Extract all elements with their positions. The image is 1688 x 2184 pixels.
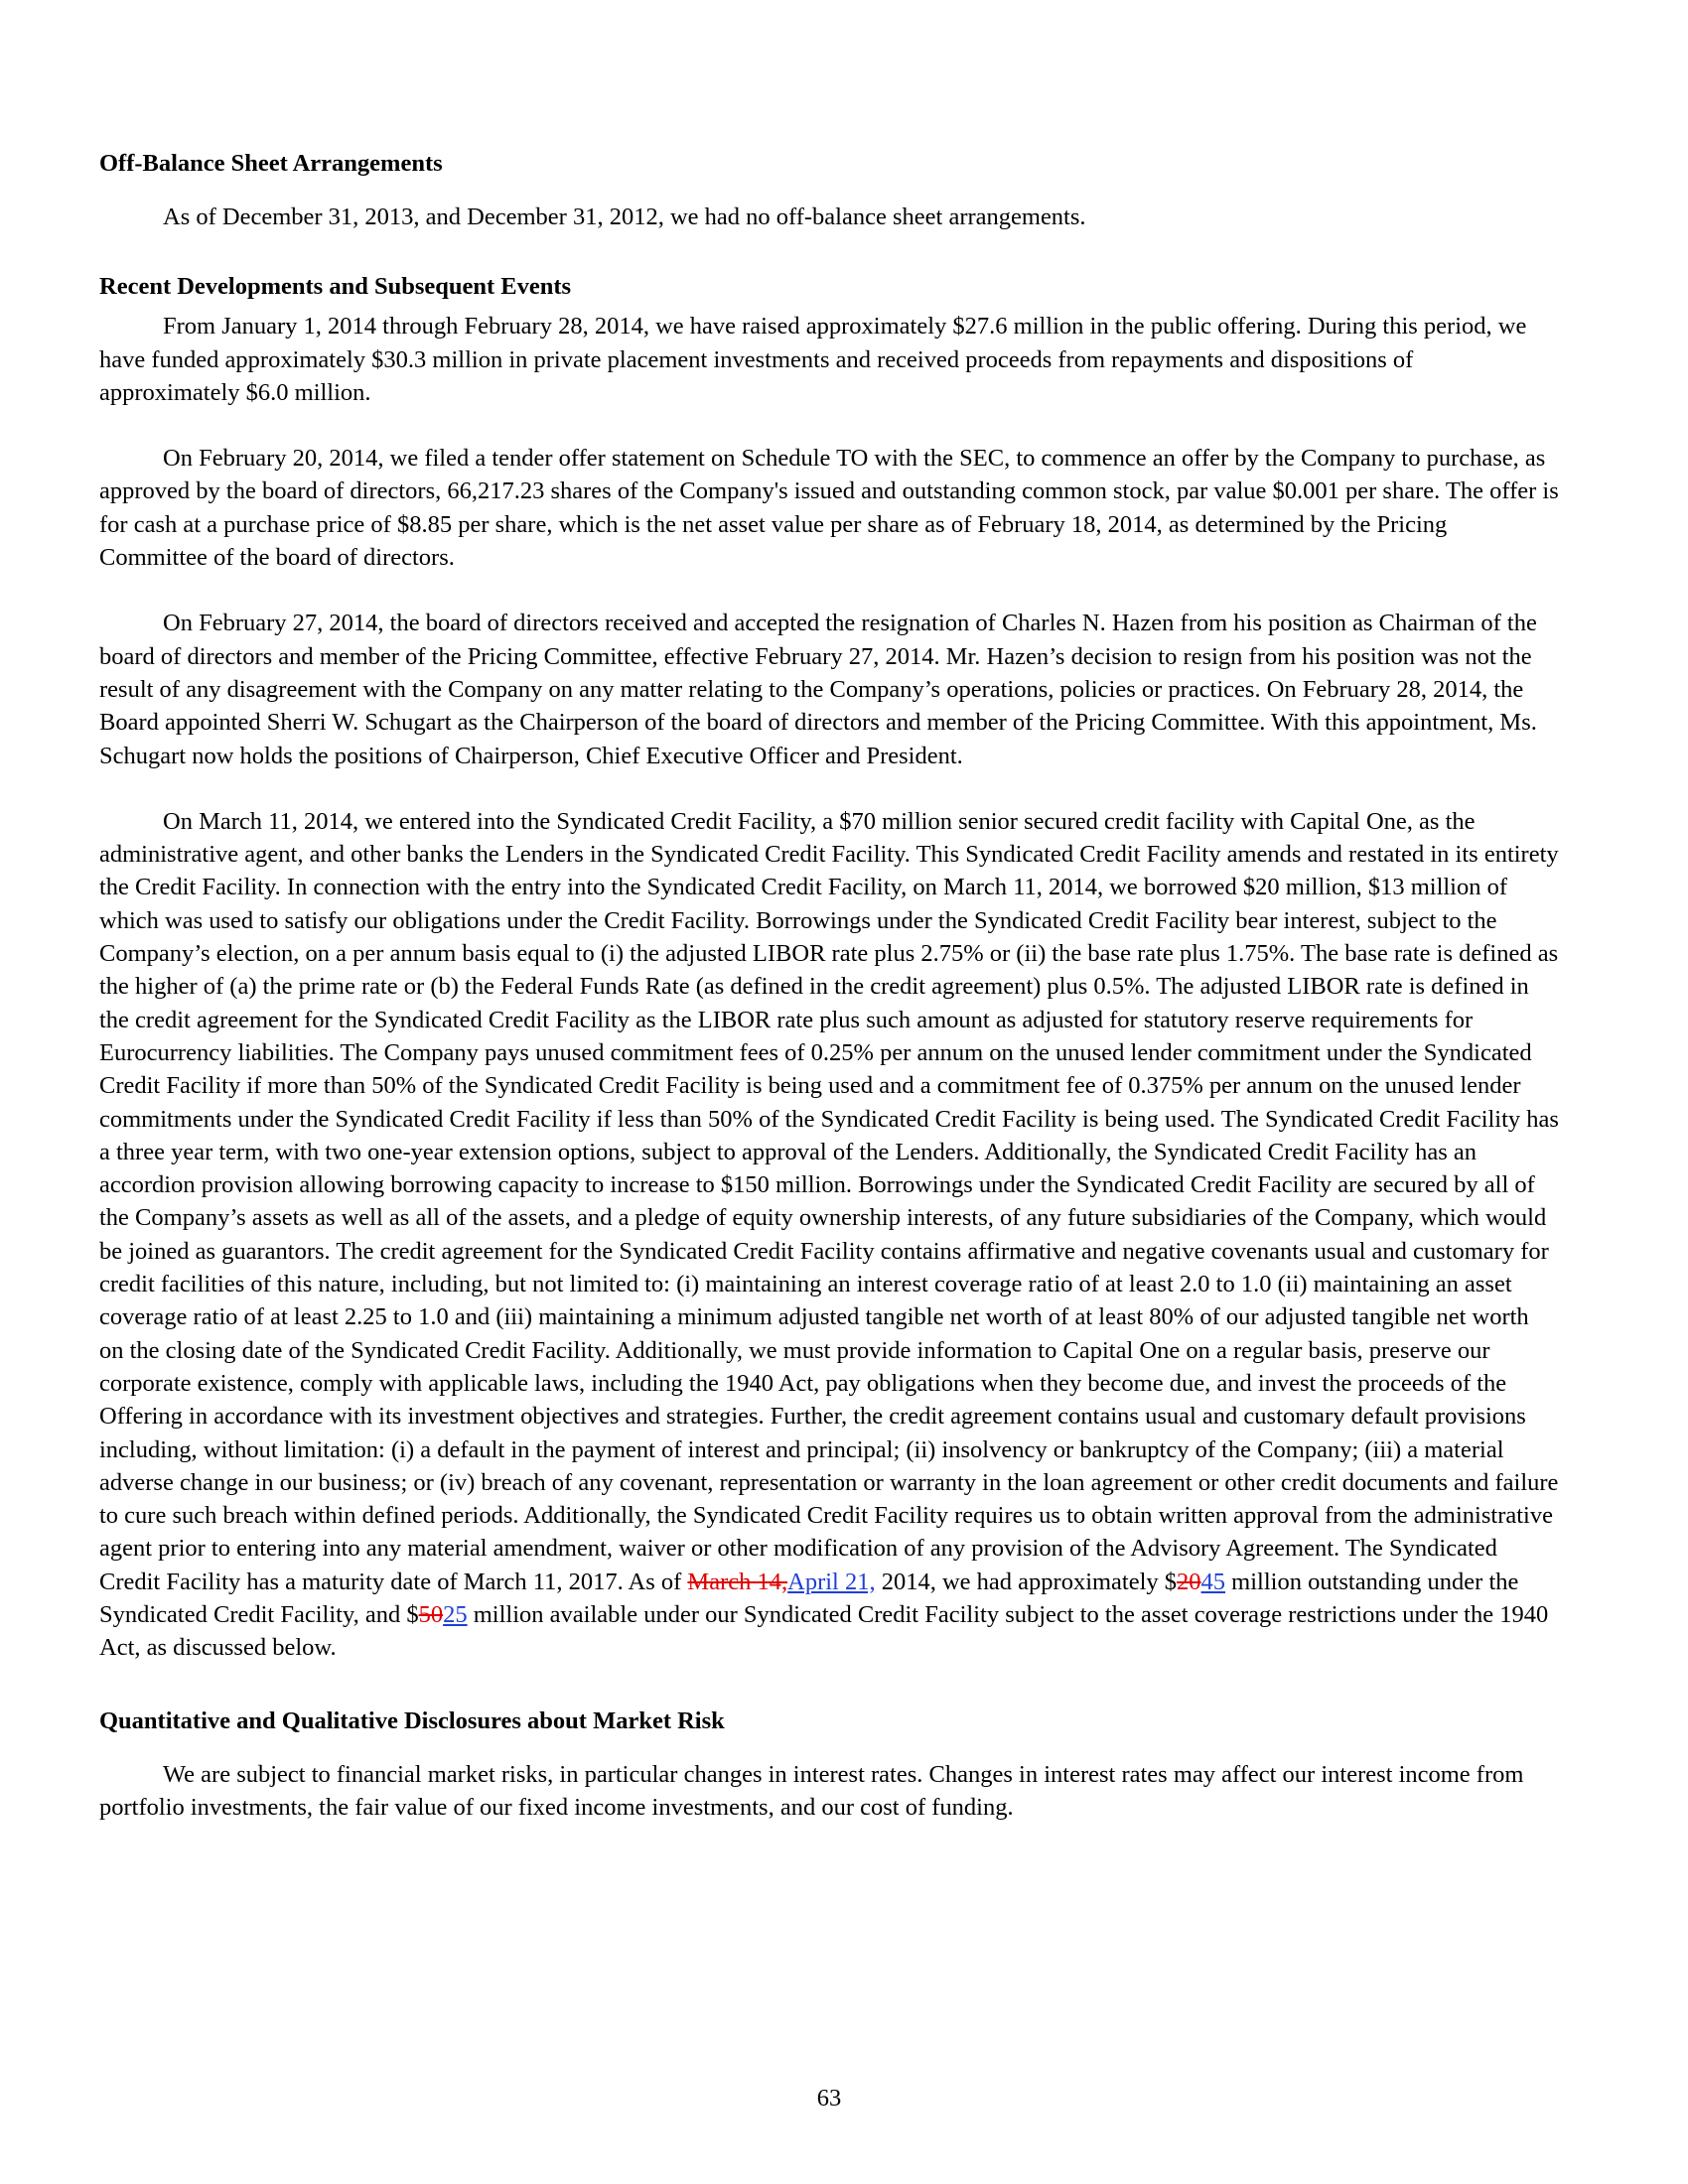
inserted-amount-outstanding: 45 — [1200, 1568, 1226, 1595]
credit-facility-text-4: million available under our Syndicated Credit Facility subject to the asset coverage restrictions under the 1940 Act, as discussed below. — [99, 1600, 1549, 1662]
document-page — [99, 147, 1559, 1824]
heading-market-risk: Quantitative and Qualitative Disclosures about Market Risk — [99, 1706, 725, 1734]
heading-recent-developments: Recent Developments and Subsequent Events — [99, 273, 572, 301]
inserted-date: April 21, — [787, 1568, 876, 1595]
paragraph-market-risk: We are subject to financial market risks, in particular changes in interest rates. Changes in interest rates may affect our interest income from portfolio investments, the fair value of our fixed income investments, and our cost of funding. — [99, 1760, 1524, 1821]
deleted-amount-outstanding: 20 — [1177, 1568, 1201, 1595]
inserted-amount-available: 25 — [443, 1600, 468, 1628]
credit-facility-text: On March 11, 2014, we entered into the Syndicated Credit Facility, a $70 million senior secured credit facility with Capital One, as the administrative agent, and other banks the Lenders in the Syndicated Credit Facility. This Syndicated Credit Facility amends and restated in its entirety the Credit Facility. In connection with the entry into the Syndicated Credit Facility, on March 11, 2014, we borrowed $20 million, $13 million of which was used to satisfy our obligations under the Credit Facility. Borrowings under the Syndicated Credit Facility bear interest, subject to the Company’s election, on a per annum basis equal to (i) the adjusted LIBOR rate plus 2.75% or (ii) the base rate plus 1.75%. The base rate is defined as the higher of (a) the prime rate or (b) the Federal Funds Rate (as defined in the credit agreement) plus 0.5%. The adjusted LIBOR rate is defined in the credit agreement for the Syndicated Credit Facility as the LIBOR rate plus such amount as adjusted for statutory reserve requirements for Eurocurrency liabilities. The Company pays unused commitment fees of 0.25% per annum on the unused lender commitment under the Syndicated Credit Facility if more than 50% of the Syndicated Credit Facility is being used and a commitment fee of 0.375% per annum on the unused lender commitments under the Syndicated Credit Facility if less than 50% of the Syndicated Credit Facility is being used. The Syndicated Credit Facility has a three year term, with two one-year extension options, subject to approval of the Lenders. Additionally, the Syndicated Credit Facility has an accordion provision allowing borrowing capacity to increase to $150 million. Borrowings under the Syndicated Credit Facility are secured by all of the Company’s assets as well as all of the assets, and a pledge of equity ownership interests, of any future subsidiaries of the Company, which would be joined as guarantors. The credit agreement for the Syndicated Credit Facility contains affirmative and negative covenants usual and customary for credit facilities of this nature, including, but not limited to: (i) maintaining an interest coverage ratio of at least 2.0 to 1.0 (ii) maintaining an asset coverage ratio of at least 2.25 to 1.0 and (iii) maintaining a minimum adjusted tangible net worth of at least 80% of our adjusted tangible net worth on the closing date of the Syndicated Credit Facility. Additionally, we must provide information to Capital One on a regular basis, preserve our corporate existence, comply with applicable laws, including the 1940 Act, pay obligations when they become due, and invest the proceeds of the Offering in accordance with its investment objectives and strategies. Further, the credit agreement contains usual and customary default provisions including, without limitation: (i) a default in the payment of interest and principal; (ii) insolvency or bankruptcy of the Company; (iii) a material adverse change in our business; or (iv) breach of any covenant, representation or warranty in the loan agreement or other credit documents and failure to cure such breach within defined periods. Additionally, the Syndicated Credit Facility requires us to obtain written approval from the administrative agent prior to entering into any material amendment, waiver or other modification of any provision of the Advisory Agreement. The Syndicated Credit Facility has a maturity date of March 11, 2017. As of — [99, 807, 1559, 1595]
page-number: 63 — [816, 2085, 842, 2112]
deleted-amount-available: 50 — [418, 1600, 444, 1628]
paragraph-credit-facility — [99, 805, 1559, 1665]
credit-facility-text-3: million outstanding under the Syndicated Credit Facility, and $ — [99, 1568, 1519, 1628]
deleted-date: March 14, — [687, 1568, 788, 1595]
paragraph-tender-offer: On February 20, 2014, we filed a tender offer statement on Schedule TO with the SEC, to commence an offer by the Company to purchase, as approved by the board of directors, 66,217.23 shares of the Company's issued and outstanding common stock, par value $0.001 per share. The offer is for cash at a purchase price of $8.85 per share, which is the net asset value per share as of February 18, 2014, as determined by the Pricing Committee of the board of directors. — [99, 445, 1559, 572]
heading-off-balance-sheet: Off-Balance Sheet Arrangements — [99, 150, 443, 177]
credit-facility-text-2: 2014, we had approximately $ — [875, 1568, 1178, 1595]
paragraph-public-offering: From January 1, 2014 through February 28, 2014, we have raised approximately $27.6 million in the public offering. During this period, we have funded approximately $30.3 million in private placement investments and received proceeds from repayments and dispositions of approximately $6.0 million. — [99, 313, 1527, 406]
paragraph-off-balance-sheet: As of December 31, 2013, and December 31, 2012, we had no off-balance sheet arrangements. — [163, 204, 1086, 230]
paragraph-resignation: On February 27, 2014, the board of directors received and accepted the resignation of Charles N. Hazen from his position as Chairman of the board of directors and member of the Pricing Committee, effective February 27, 2014. Mr. Hazen’s decision to resign from his position was not the result of any disagreement with the Company on any matter relating to the Company’s operations, policies or practices. On February 28, 2014, the Board appointed Sherri W. Schugart as the Chairperson of the board of directors and member of the Pricing Committee. With this appointment, Ms. Schugart now holds the positions of Chairperson, Chief Executive Officer and President. — [99, 610, 1537, 769]
